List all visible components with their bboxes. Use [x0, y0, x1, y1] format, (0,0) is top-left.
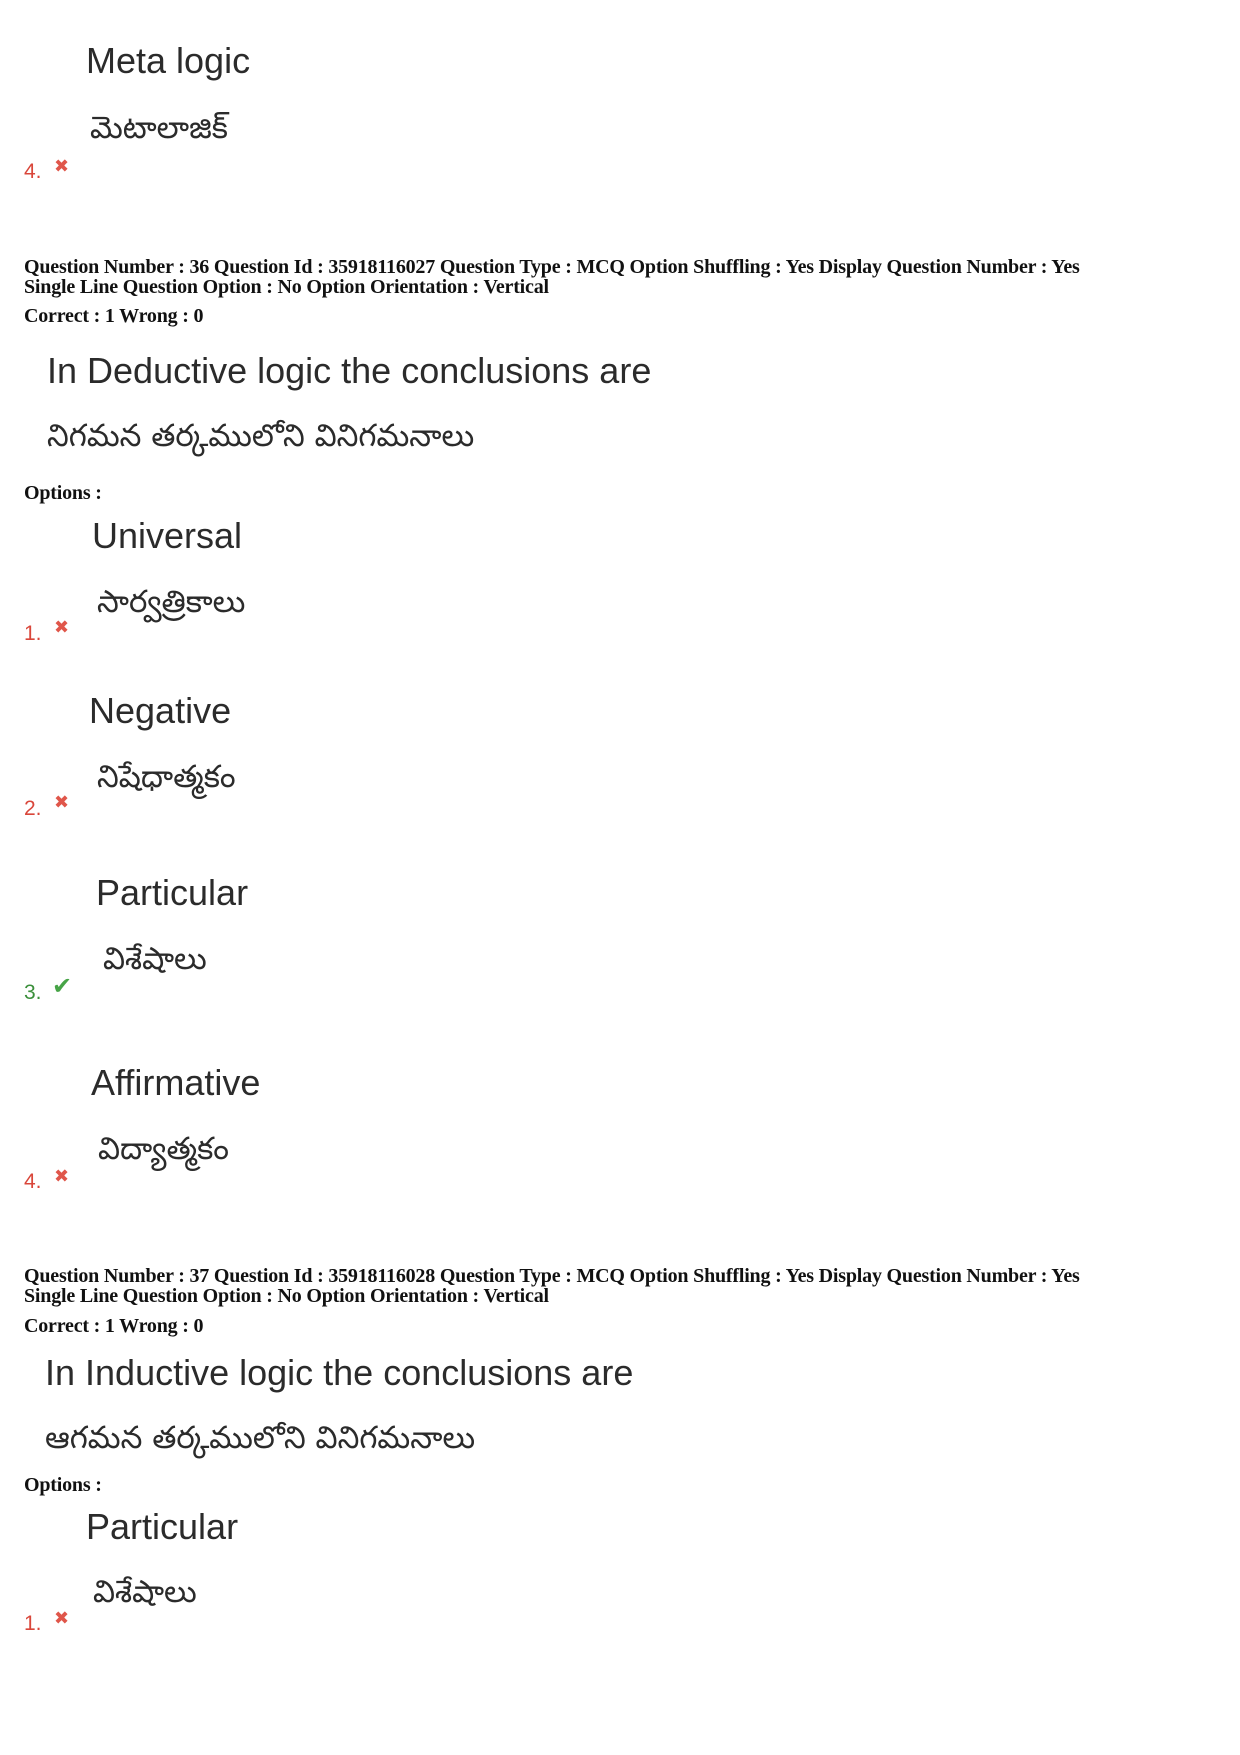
- option-telugu: విశేషాలు: [93, 1574, 197, 1610]
- option-number: 1.: [24, 622, 42, 645]
- wrong-mark-icon: ✖: [54, 617, 70, 638]
- option-english: Particular: [86, 1506, 239, 1547]
- question-text-telugu: నిగమన తర్కములోని వినిగమనాలు: [47, 418, 475, 454]
- option-english: Meta logic: [86, 40, 251, 81]
- option-english: Affirmative: [91, 1062, 261, 1103]
- option-english: Universal: [92, 515, 243, 556]
- question-marks: Correct : 1 Wrong : 0: [24, 1315, 204, 1337]
- option-english: Negative: [89, 690, 232, 731]
- question-meta-line2: Single Line Question Option : No Option Orientation : Vertical: [24, 1285, 549, 1307]
- option-telugu: విద్యాత్మకం: [98, 1131, 229, 1167]
- question-meta-line1: Question Number : 36 Question Id : 35918116027 Question Type : MCQ Option Shuffling : Yes Display Question Number : Yes: [24, 256, 1080, 278]
- question-meta-line1: Question Number : 37 Question Id : 35918116028 Question Type : MCQ Option Shuffling : Yes Display Question Number : Yes: [24, 1265, 1080, 1287]
- wrong-mark-icon: ✖: [54, 1608, 70, 1629]
- question-text-english: In Deductive logic the conclusions are: [47, 350, 652, 391]
- wrong-mark-icon: ✖: [54, 792, 70, 813]
- option-number: 4.: [24, 160, 42, 183]
- options-label: Options :: [24, 482, 102, 504]
- option-telugu: నిషేధాత్మకం: [97, 759, 236, 795]
- option-number: 3.: [24, 981, 42, 1004]
- option-telugu: విశేషాలు: [103, 941, 207, 977]
- option-number: 1.: [24, 1612, 42, 1635]
- wrong-mark-icon: ✖: [54, 1166, 70, 1187]
- question-text-telugu: ఆగమన తర్కములోని వినిగమనాలు: [45, 1420, 476, 1456]
- option-english: Particular: [96, 872, 249, 913]
- wrong-mark-icon: ✖: [54, 156, 70, 177]
- option-number: 2.: [24, 797, 42, 820]
- question-meta-line2: Single Line Question Option : No Option Orientation : Vertical: [24, 276, 549, 298]
- option-telugu: సార్వత్రికాలు: [97, 584, 246, 620]
- options-label: Options :: [24, 1474, 102, 1496]
- question-text-english: In Inductive logic the conclusions are: [45, 1352, 634, 1393]
- option-telugu: మెటాలాజిక్: [90, 110, 228, 146]
- question-marks: Correct : 1 Wrong : 0: [24, 305, 204, 327]
- option-number: 4.: [24, 1170, 42, 1193]
- correct-mark-icon: ✔: [52, 972, 73, 1000]
